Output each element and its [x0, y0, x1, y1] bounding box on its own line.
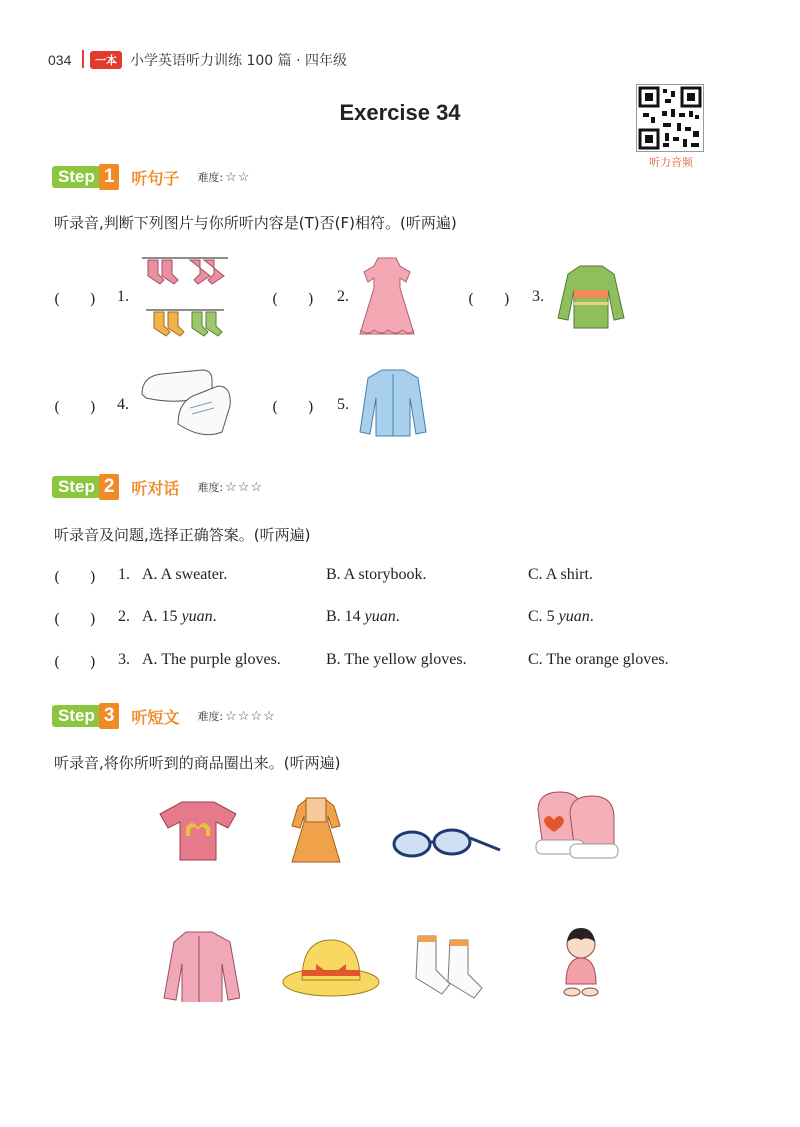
book-title: 小学英语听力训练 100 篇 · 四年级 — [130, 53, 347, 69]
doll-icon[interactable] — [556, 926, 606, 1002]
step1-header — [52, 164, 250, 190]
dress-icon[interactable] — [286, 794, 346, 866]
answer-blank[interactable]: ( ) — [54, 653, 96, 671]
step3-badge — [52, 703, 119, 729]
step-word: Step — [52, 166, 99, 188]
item-number: 2. — [337, 288, 349, 305]
difficulty-label: 难度: — [197, 171, 224, 184]
socks-icon[interactable] — [410, 932, 490, 1004]
item-number: 1. — [117, 288, 129, 305]
option-b: B. The yellow gloves. — [326, 651, 467, 668]
step2-instruction: 听录音及问题,选择正确答案。(听两遍) — [54, 526, 311, 544]
step-number: 3 — [99, 703, 120, 729]
answer-blank[interactable]: ( ) — [272, 398, 314, 416]
shirt-icon — [358, 366, 428, 438]
step2-title: 听对话 — [131, 478, 180, 498]
brand-logo: 一本 — [90, 51, 122, 69]
step1-badge — [52, 164, 119, 190]
option-c: C. A shirt. — [528, 566, 593, 583]
item-number: 4. — [117, 396, 129, 413]
page-title: Exercise 34 — [339, 100, 461, 125]
step2-header — [52, 474, 263, 500]
shoes-icon — [138, 362, 234, 442]
answer-blank[interactable]: ( ) — [54, 398, 96, 416]
answer-blank[interactable]: ( ) — [54, 568, 96, 586]
answer-blank[interactable]: ( ) — [272, 290, 314, 308]
step1-instruction: 听录音,判断下列图片与你所听内容是(T)否(F)相符。(听两遍) — [54, 214, 457, 232]
hat-icon[interactable] — [280, 934, 382, 1000]
question-number: 1. — [118, 566, 130, 583]
difficulty-stars: ☆☆☆☆ — [225, 708, 276, 724]
step2-badge — [52, 474, 119, 500]
step-word: Step — [52, 705, 99, 727]
step3-instruction: 听录音,将你所听到的商品圈出来。(听两遍) — [54, 754, 341, 772]
item-number: 5. — [337, 396, 349, 413]
item-number: 3. — [532, 288, 544, 305]
sweater-icon — [556, 262, 626, 332]
step1-title: 听句子 — [131, 168, 180, 188]
answer-blank[interactable]: ( ) — [54, 610, 96, 628]
step3-title: 听短文 — [131, 707, 180, 727]
option-c: C. 5 yuan. — [528, 608, 594, 625]
option-b: B. A storybook. — [326, 566, 427, 583]
page-number: 034 — [48, 52, 72, 68]
step-number: 2 — [99, 474, 120, 500]
answer-blank[interactable]: ( ) — [468, 290, 510, 308]
option-a: A. A sweater. — [142, 566, 228, 583]
socks-on-line-icon — [140, 250, 230, 346]
option-a: A. The purple gloves. — [142, 651, 281, 668]
t-shirt-icon[interactable] — [156, 798, 240, 862]
glasses-icon[interactable] — [390, 820, 502, 864]
qr-code-icon[interactable] — [636, 84, 704, 152]
difficulty-label: 难度: — [197, 481, 224, 494]
option-c: C. The orange gloves. — [528, 651, 669, 668]
difficulty-stars: ☆☆☆ — [225, 479, 264, 495]
difficulty-stars: ☆☆ — [225, 169, 251, 185]
option-b: B. 14 yuan. — [326, 608, 400, 625]
shirt-icon[interactable] — [158, 928, 240, 1002]
answer-blank[interactable]: ( ) — [54, 290, 96, 308]
dress-icon — [356, 254, 418, 340]
question-number: 3. — [118, 651, 130, 668]
question-number: 2. — [118, 608, 130, 625]
mittens-icon[interactable] — [530, 790, 624, 862]
option-a: A. 15 yuan. — [142, 608, 217, 625]
step3-header — [52, 703, 276, 729]
step-word: Step — [52, 476, 99, 498]
step-number: 1 — [99, 164, 120, 190]
header-divider — [82, 50, 84, 68]
qr-label: 听力音频 — [649, 156, 693, 169]
difficulty-label: 难度: — [197, 710, 224, 723]
